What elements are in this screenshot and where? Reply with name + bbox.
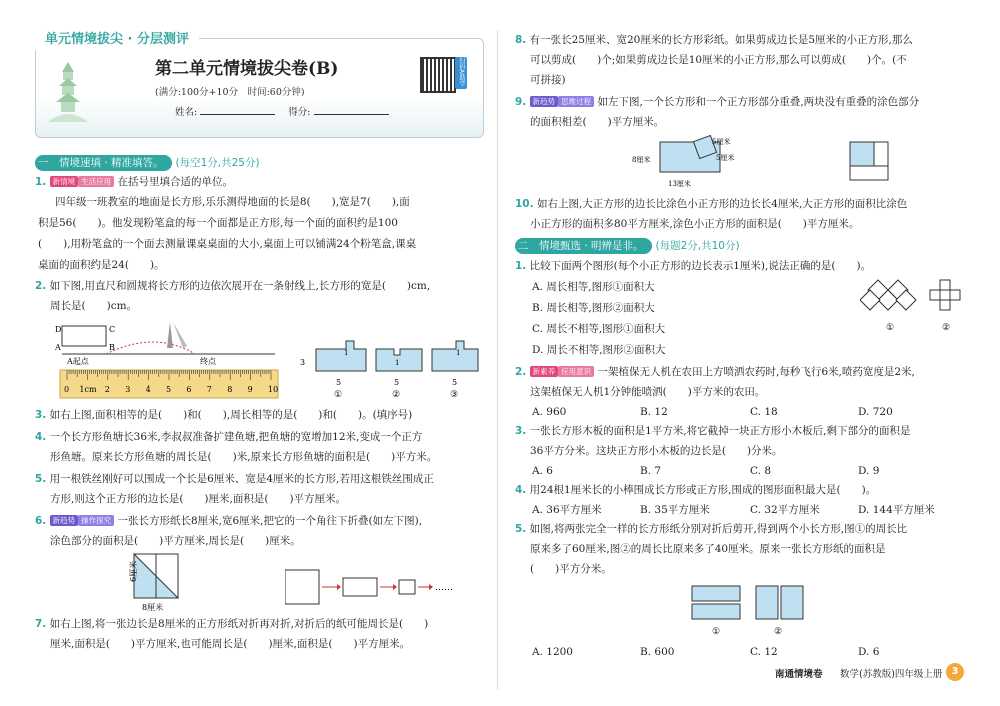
tag-new-literacy: 新素养 [530,366,559,377]
ruler-compass-figure [55,320,285,400]
ruler-label: 0 [64,385,70,394]
ai-badge-text: 扫码AI助学 [458,57,465,87]
letter-c: C [109,325,116,334]
s2q1-option-d[interactable]: D. 周长不相等,图形②面积大 [532,344,666,356]
shape-label-3: ③ [450,390,459,400]
s2q4-option-a[interactable]: A. 36平方厘米 [532,504,602,516]
s2-question-2: 2. 新素养 应用意识 一架植保无人机在农田上方喷洒农药时,每秒飞行6米,喷药宽度是2米, [515,366,915,378]
shape-1-dim-1: 1 [344,349,349,357]
s2-question-1: 1. 比较下面两个图形(每个小正方形的边长表示1厘米),说法正确的是( )。 [515,260,872,272]
ruler-label: 2 [104,385,110,394]
shape-label-2: ② [392,390,401,400]
fig-label-2: ② [942,323,951,333]
section-2-score: (每题2分,共10分) [655,240,740,252]
ruler-label: 7 [206,385,212,394]
question-1: 1. 新情境 生活应用 在括号里填合适的单位。 [35,176,233,188]
question-3: 3. 如右上图,面积相等的是( )和( ),周长相等的是( )和( )。(填序号) [35,409,413,421]
pagoda-icon [48,60,88,122]
name-score-line [175,104,389,118]
diamond-cross-figure [860,276,970,336]
fold-length-label: 8厘米 [142,603,164,612]
q7-line-2: 厘米,面积是( )平方厘米,也可能周长是( )厘米,面积是( )平方厘米。 [50,638,411,650]
q8-line-2: 可以剪成( )个;如果剪成边长是10厘米的小正方形,那么可以剪成( )个。(不 [530,54,907,66]
question-5: 5. 用一根铁丝刚好可以围成一个长是6厘米、宽是4厘米的长方形,若用这根铁丝围成正 [35,473,434,485]
start-label: A起点 [67,357,89,366]
question-6: 6. 新趋势 操作探究 一张长方形纸长8厘米,宽6厘米,把它的一个角往下折叠(如左下图), [35,515,423,527]
qr-code[interactable] [420,57,456,93]
q8-line-3: 可拼接) [530,74,566,86]
tag-thinking: 思维过程 [558,96,594,107]
s2q4-option-c[interactable]: C. 32平方厘米 [750,504,820,516]
s2q3-option-c[interactable]: C. 8 [750,465,772,477]
s2q5-option-c[interactable]: C. 12 [750,646,778,658]
q1-line-1: 四年级一班教室的地面是长方形,乐乐测得地面的长是8( ),宽是7( ),面 [55,196,410,208]
q9-line-2: 的面积相差( )平方厘米。 [530,116,665,128]
paper-title: 第二单元情境拔尖卷(B) [155,59,339,79]
q1-line-4: 桌面的面积约是24( )。 [38,259,165,271]
s2q2-option-c[interactable]: C. 18 [750,406,778,418]
shape-1-dim-5: 5 [336,378,342,387]
fold-sequence-figure [285,568,465,608]
shape-3-dim-5: 5 [452,378,458,387]
question-8: 8. 有一张长25厘米、宽20厘米的长方形彩纸。如果剪成边长是5厘米的小正方形,那么 [515,34,913,46]
shape-label-1: ① [334,390,343,400]
ruler-label: 1cm [79,385,97,394]
page-number: 3 [946,663,964,681]
tag-new-trend-2: 新趋势 [530,96,559,107]
s2q5-line-3: ( )平方分米。 [530,563,612,575]
s2-question-3: 3. 一张长方形木板的面积是1平方米,将它截掉一块正方形小木板后,剩下部分的面积是 [515,425,911,437]
section-2-number: 二 [515,238,531,254]
q10-line-2: 小正方形的面积多80平方厘米,涂色小正方形的面积是( )平方厘米。 [530,218,860,230]
cut-label-1: ① [712,627,721,637]
section-2-label: 情境甄选 · 明辨是非。 [531,238,652,254]
ruler-label: 5 [166,385,172,394]
section-2-heading [515,238,740,254]
s2q3-option-d[interactable]: D. 9 [858,465,880,477]
q9-label-13: 13厘米 [668,180,691,188]
s2q3-option-b[interactable]: B. 7 [640,465,662,477]
letter-d: D [55,325,62,334]
s2q1-option-b[interactable]: B. 周长相等,图形②面积大 [532,302,655,314]
s2q5-line-2: 原来多了60厘米,图②的周长比原来多了40厘米。原来一张长方形纸的面积是 [530,543,886,555]
q1-line-3: ( ),用粉笔盒的一个面去测量课桌桌面的大小,桌面上可以铺满24个粉笔盒,课桌 [38,238,417,250]
question-9: 9. 新趋势 思维过程 如左下图,一个长方形和一个正方形部分重叠,两块没有重叠的涂色部分 [515,96,920,108]
nested-squares-figure [848,140,892,184]
ruler-label: 9 [247,385,253,394]
s2q5-option-a[interactable]: A. 1200 [532,646,573,658]
footer-book: 数学(苏教版)四年级上册 [840,669,943,680]
s2-question-5: 5. 如图,将两张完全一样的长方形纸分别对折后剪开,得到两个小长方形,图①的周长比 [515,523,908,535]
s2-question-4: 4. 用24根1厘米长的小棒围成长方形或正方形,围成的图形面积最大是( )。 [515,484,877,496]
ruler-label: 3 [125,385,131,394]
ruler-label: 10 [268,385,279,394]
notched-shapes-figure [298,335,488,415]
name-label: 姓名: [175,107,198,118]
q1-line-2: 积是56( )。他发现粉笔盒的每一个面都是正方形,每一个面的面积约是100 [38,217,398,229]
question-10: 10. 如右上图,大正方形的边长比涂色小正方形的边长长4厘米,大正方形的面积比涂色 [515,198,908,210]
footer-brand: 南通情境卷 [775,669,823,680]
tag-operation: 操作探究 [78,515,114,526]
section-1-number: 一 [35,155,51,171]
tag-life-application: 生活应用 [78,176,114,187]
shape-2-dim-1: 1 [395,359,400,367]
s2q5-option-b[interactable]: B. 600 [640,646,675,658]
column-divider [497,30,498,690]
s2q1-option-c[interactable]: C. 周长不相等,图形①面积大 [532,323,666,335]
s2q5-option-d[interactable]: D. 6 [858,646,880,658]
ruler-label: 8 [227,385,233,394]
q9-label-5b: 5厘米 [716,154,735,162]
shape-dim-3: 3 [300,358,306,367]
fold-figure [120,552,190,614]
question-4: 4. 一个长方形鱼塘长36米,李叔叔准备扩建鱼塘,把鱼塘的宽增加12米,变成一个正方 [35,431,423,443]
series-tag: 单元情境拔尖 · 分层测评 [35,30,199,50]
end-label: 终点 [200,357,216,366]
paper-subtitle: (满分:100分+10分 时间:60分钟) [155,87,305,98]
ruler-label: 6 [186,385,192,394]
section-1-label: 情境速填 · 精准填答。 [51,155,172,171]
s2q2-option-b[interactable]: B. 12 [640,406,668,418]
question-7: 7. 如右上图,将一张边长是8厘米的正方形纸对折再对折,对折后的纸可能周长是( ) [35,618,429,630]
cut-rectangles-figure [688,584,818,640]
tag-new-trend: 新趋势 [50,515,79,526]
section-1-heading [35,155,260,171]
q9-label-5a: 5厘米 [712,138,731,146]
q9-label-8: 8厘米 [632,156,651,164]
q5-line-2: 方形,则这个正方形的边长是( )厘米,面积是( )平方厘米。 [50,493,347,505]
q4-line-2: 形鱼塘。原来长方形鱼塘的周长是( )米,原来长方形鱼塘的面积是( )平方米。 [50,451,438,463]
ruler-label: 4 [145,385,151,394]
shape-2-dim-5: 5 [394,378,400,387]
tag-application: 应用意识 [558,366,594,377]
s2q1-option-a[interactable]: A. 周长相等,图形①面积大 [532,281,655,293]
q2-line-2: 周长是( )cm。 [50,300,138,312]
fold-width-label: 6厘米 [129,560,138,582]
q6-line-2: 涂色部分的面积是( )平方厘米,周长是( )厘米。 [50,535,301,547]
score-label: 得分: [288,107,311,118]
cut-label-2: ② [774,627,783,637]
ellipsis: …… [435,583,453,593]
s2q3-line-2: 36平方分米。这块正方形小木板的边长是( )分米。 [530,445,783,457]
letter-b: B [109,343,115,352]
s2q2-option-a[interactable]: A. 960 [532,406,567,418]
s2q2-line-2: 这架植保无人机1分钟能喷洒( )平方米的农田。 [530,386,766,398]
overlap-figure [630,132,750,190]
ai-badge [455,57,467,89]
shape-3-dim-1: 1 [456,349,461,357]
s2q4-option-d[interactable]: D. 144平方厘米 [858,504,935,516]
letter-a: A [55,343,61,352]
fig-label-1: ① [886,323,895,333]
question-2: 2. 如下图,用直尺和圆规将长方形的边依次展开在一条射线上,长方形的宽是( )cm, [35,280,431,292]
tag-new-context: 新情境 [50,176,79,187]
section-1-score: (每空1分,共25分) [175,157,260,169]
s2q3-option-a[interactable]: A. 6 [532,465,553,477]
s2q4-option-b[interactable]: B. 35平方厘米 [640,504,710,516]
s2q2-option-d[interactable]: D. 720 [858,406,893,418]
